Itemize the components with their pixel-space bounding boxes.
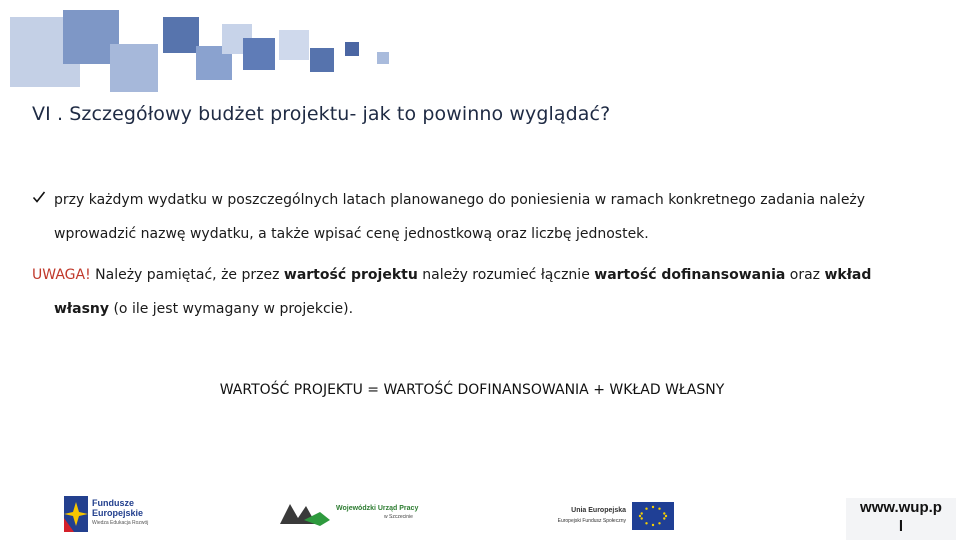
equation: WARTOŚĆ PROJEKTU = WARTOŚĆ DOFINANSOWANIA + WKŁAD WŁASNY: [219, 382, 725, 398]
warning-line2: [32, 292, 908, 326]
wup-logo: [280, 498, 430, 530]
warning-label: UWAGA!: [32, 267, 91, 283]
fundusze-europejskie-logo: [64, 494, 176, 534]
fe-star-icon: [64, 496, 88, 532]
warning-text: należy rozumieć łącznie: [417, 267, 595, 283]
url-line1: www.wup.p: [860, 499, 942, 516]
fe-line3: Wiedza Edukacja Rozwój: [92, 520, 149, 526]
website-url[interactable]: [846, 498, 956, 540]
warning-bold: własny: [54, 301, 110, 317]
eu-line1: Unia Europejska: [571, 507, 626, 514]
eu-logo: [536, 500, 676, 532]
warning-bold: wartość dofinansowania: [594, 267, 786, 283]
warning-text: Należy pamiętać, że przez: [90, 267, 284, 283]
bullet-line1: przy każdym wydatku w poszczególnych latach planowanego do poniesienia w ramach konkretnego zadania należy: [54, 192, 866, 208]
warning-text: oraz: [785, 267, 825, 283]
warning-bold: wartość projektu: [283, 267, 418, 283]
warning-paragraph: [32, 258, 908, 326]
warning-text: (o ile jest wymagany w projekcie).: [109, 301, 354, 317]
warning-bold: wkład: [824, 267, 872, 283]
eu-flag-icon: [632, 502, 674, 530]
slide-title: VI . Szczegółowy budżet projektu- jak to powinno wyglądać?: [32, 103, 611, 125]
fe-line2: Europejskie: [92, 508, 144, 518]
wup-line1: Wojewódzki Urząd Pracy: [336, 505, 419, 512]
eu-line2: Europejski Fundusz Społeczny: [557, 518, 626, 524]
bullet-line2: wprowadzić nazwę wydatku, a także wpisać cenę jednostkową oraz liczbę jednostek.: [54, 226, 649, 242]
wup-mountains-icon: [280, 498, 330, 526]
url-line2: l: [898, 518, 904, 535]
fe-line1: Fundusze: [92, 498, 134, 508]
bullet-paragraph: [32, 183, 908, 251]
wup-line2: w Szczecinie: [384, 514, 413, 520]
logo-bar: [0, 492, 960, 540]
checkmark-icon: [32, 183, 54, 217]
